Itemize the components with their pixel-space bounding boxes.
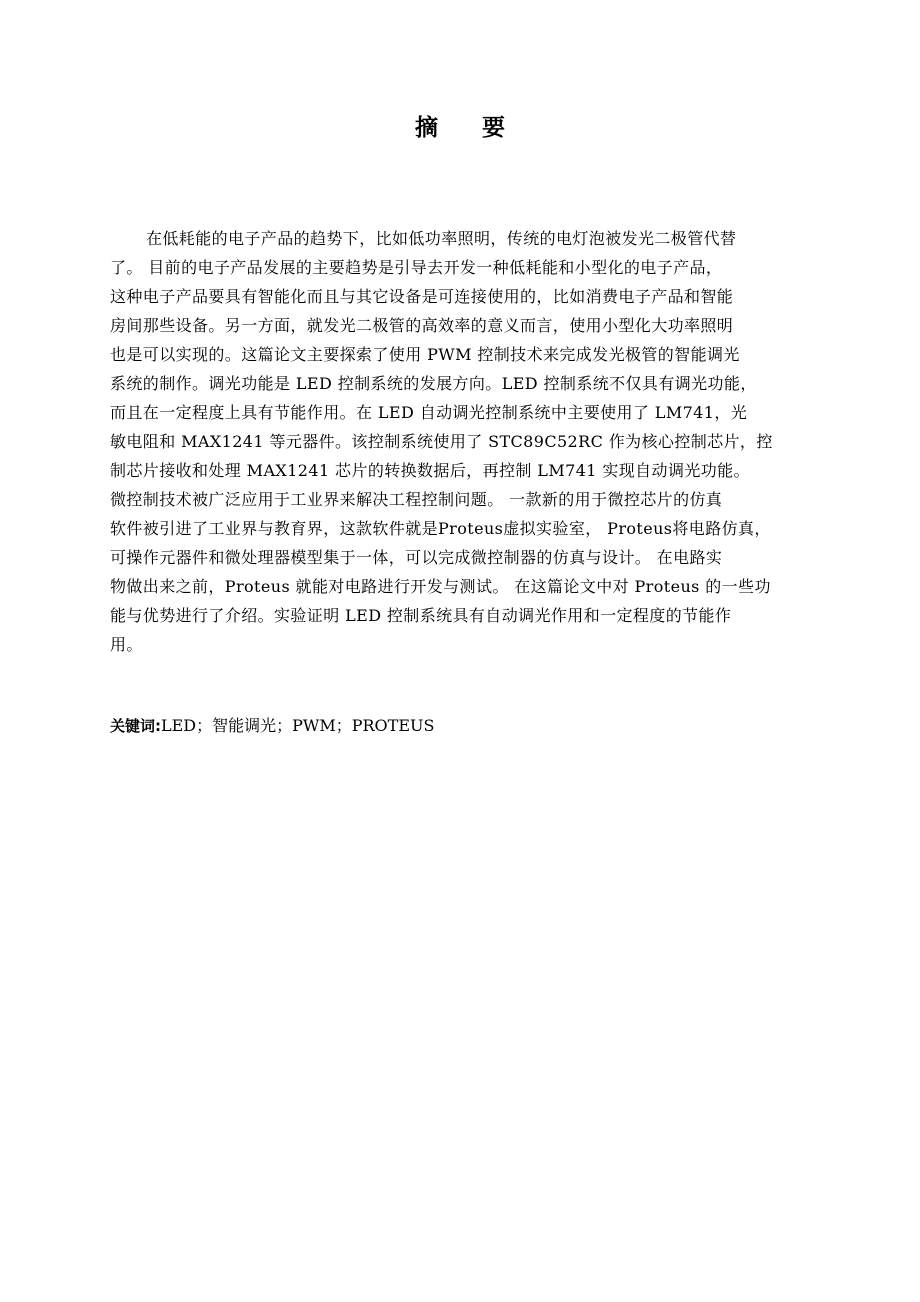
abstract-line: 也是可以实现的。这篇论文主要探索了使用 PWM 控制技术来完成发光极管的智能调光: [110, 345, 740, 364]
abstract-line: 了。 目前的电子产品发展的主要趋势是引导去开发一种低耗能和小型化的电子产品，: [110, 258, 723, 277]
keywords-value: LED；智能调光；PWM；PROTEUS: [161, 716, 435, 735]
abstract-line: 这种电子产品要具有智能化而且与其它设备是可连接使用的，比如消费电子产品和智能: [110, 287, 734, 306]
abstract-line: 制芯片接收和处理 MAX1241 芯片的转换数据后，再控制 LM741 实现自动调光功能。: [110, 461, 750, 480]
abstract-line: 能与优势进行了介绍。实验证明 LED 控制系统具有自动调光作用和一定程度的节能作: [110, 606, 732, 625]
abstract-line: 用。: [110, 635, 143, 654]
abstract-line: 可操作元器件和微处理器模型集于一体，可以完成微控制器的仿真与设计。 在电路实: [110, 548, 723, 567]
abstract-line: 系统的制作。调光功能是 LED 控制系统的发展方向。LED 控制系统不仅具有调光功能，: [110, 374, 757, 393]
abstract-line: 物做出来之前，Proteus 就能对电路进行开发与测试。 在这篇论文中对 Proteus 的一些功: [110, 577, 771, 596]
abstract-title: 摘 要: [414, 114, 523, 141]
abstract-line: 而且在一定程度上具有节能作用。在 LED 自动调光控制系统中主要使用了 LM741，光: [110, 403, 748, 422]
abstract-line: 敏电阻和 MAX1241 等元器件。该控制系统使用了 STC89C52RC 作为核心控制芯片，控: [110, 432, 773, 451]
keywords-line: [110, 711, 812, 741]
abstract-line: 房间那些设备。另一方面，就发光二极管的高效率的意义而言，使用小型化大功率照明: [110, 316, 734, 335]
keywords-label: 关键词:: [110, 717, 161, 735]
abstract-line: 在低耗能的电子产品的趋势下，比如低功率照明，传统的电灯泡被发光二极管代替: [146, 229, 737, 248]
abstract-body: [110, 224, 812, 659]
abstract-line: 软件被引进了工业界与教育界，这款软件就是Proteus虚拟实验室， Proteus将电路仿真，: [110, 519, 771, 538]
abstract-line: 微控制技术被广泛应用于工业界来解决工程控制问题。 一款新的用于微控芯片的仿真: [110, 490, 723, 509]
